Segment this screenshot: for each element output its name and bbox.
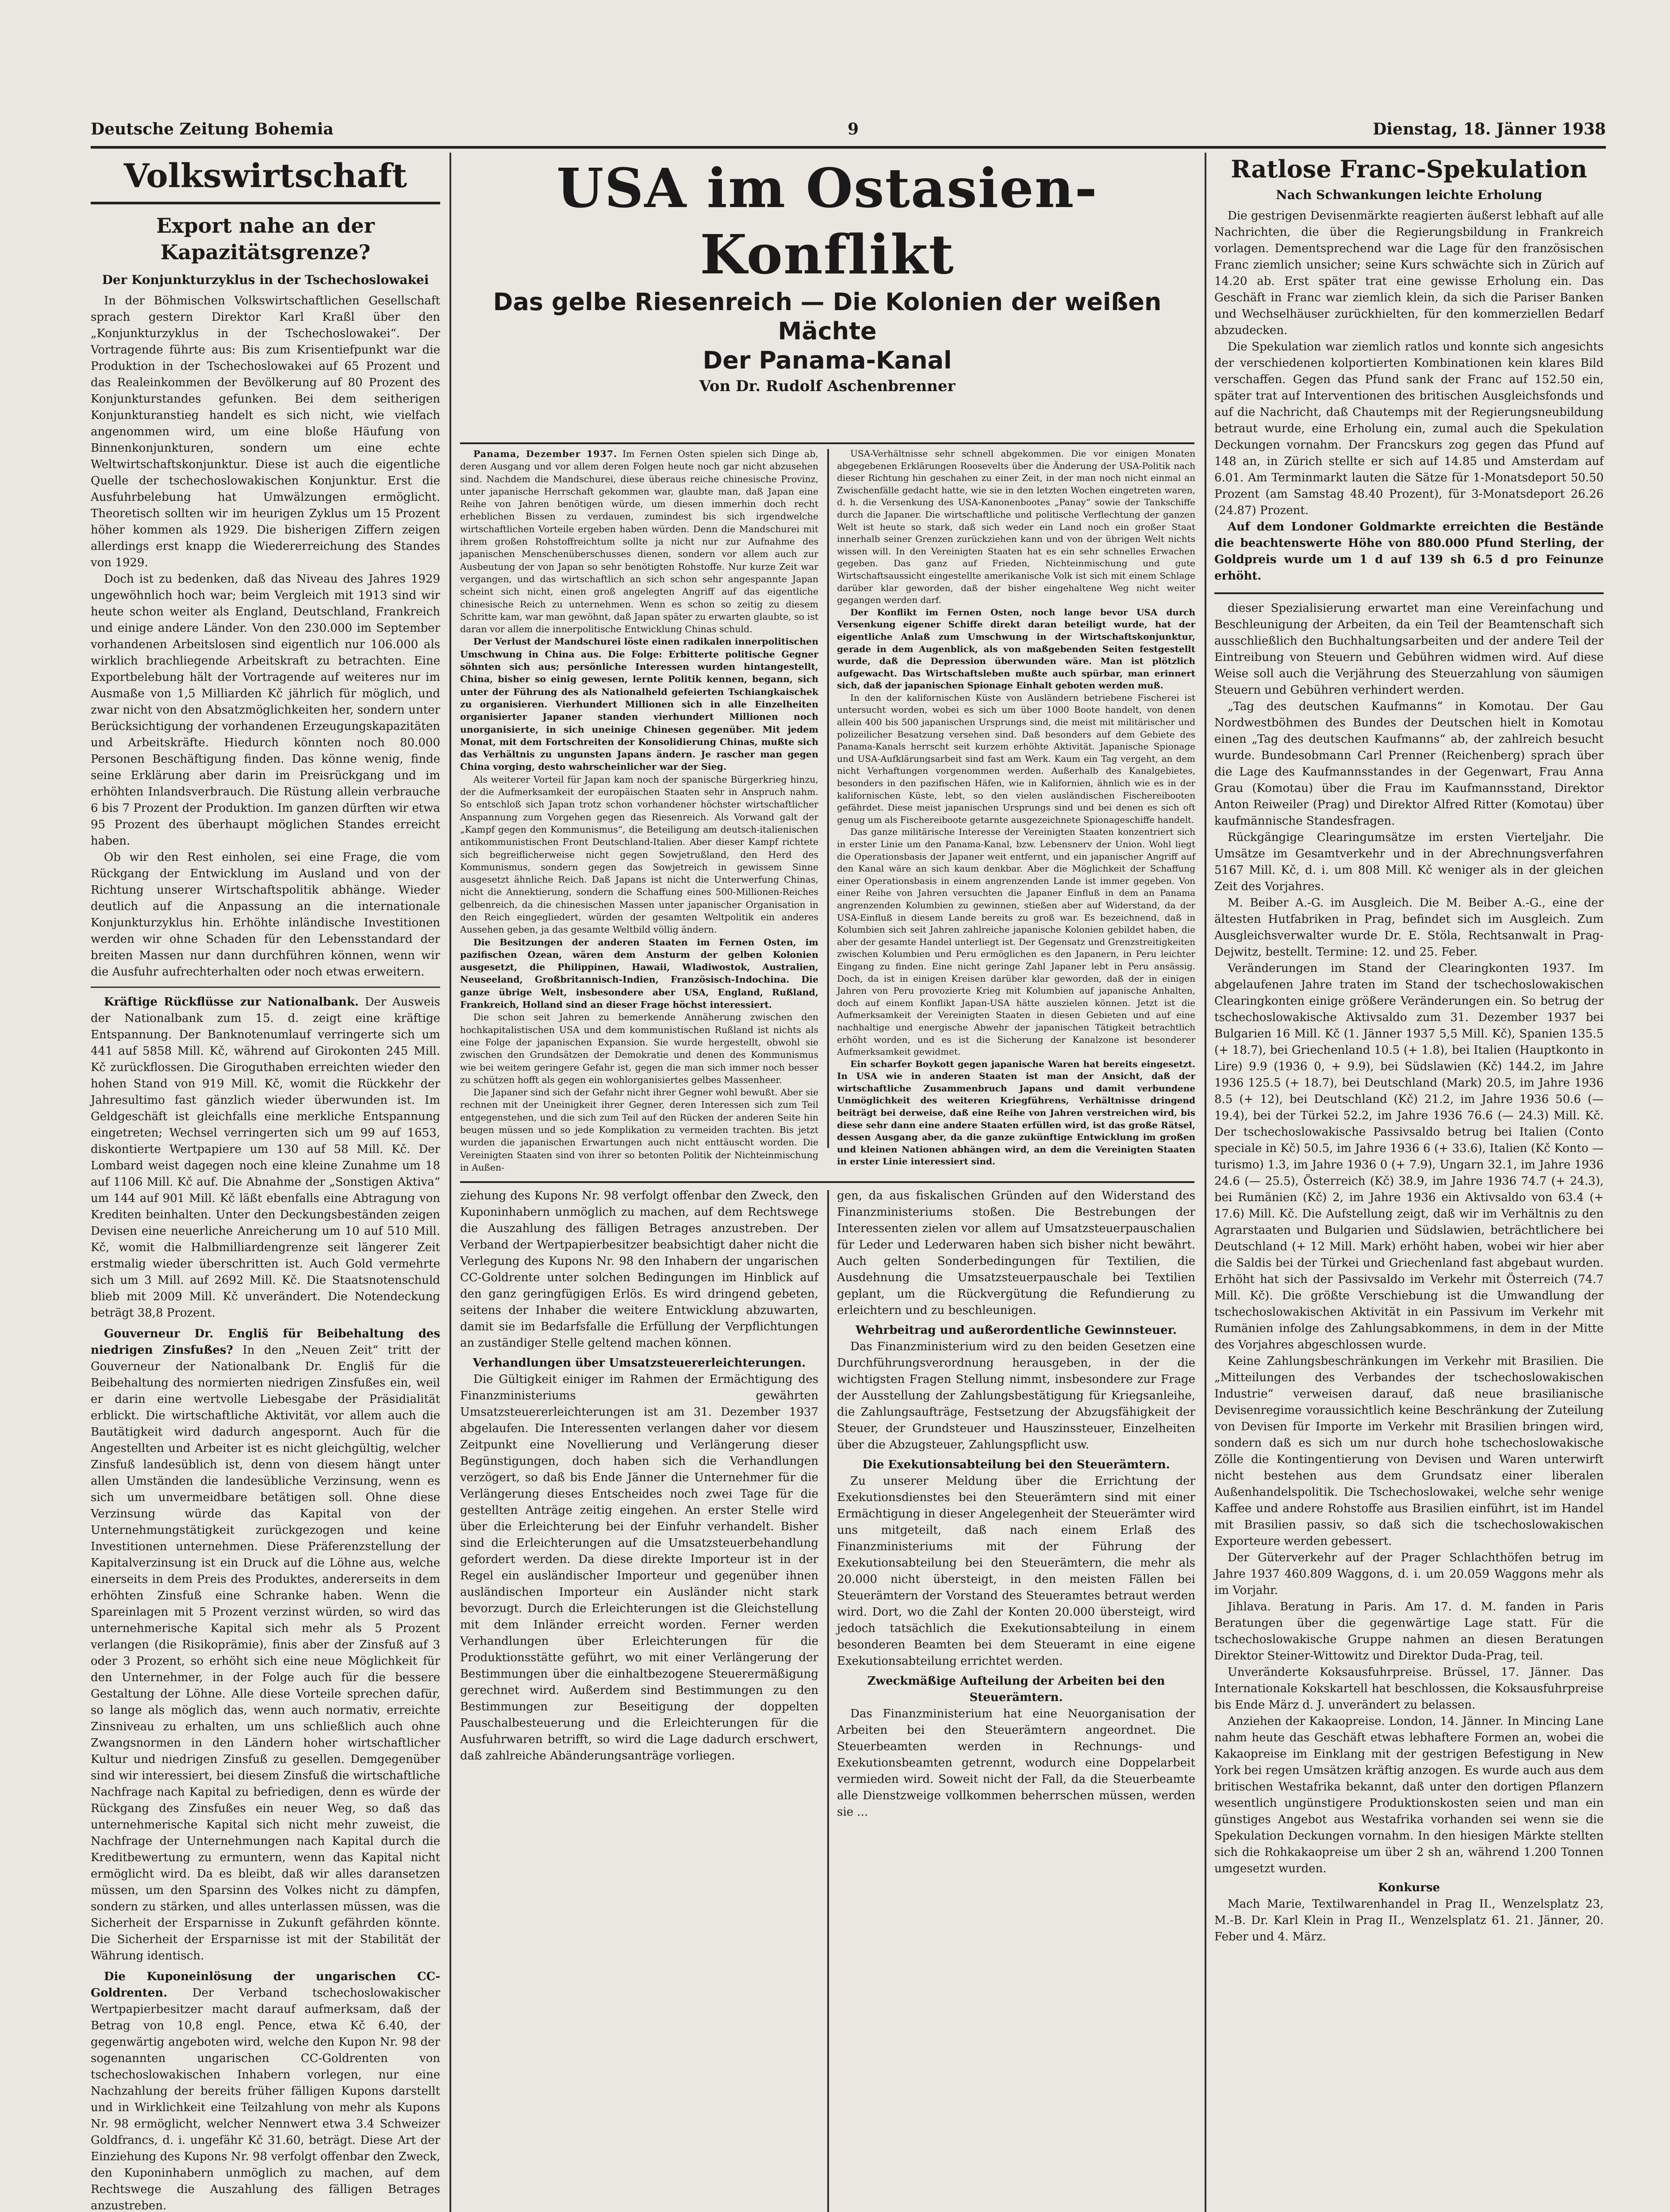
right-column bbox=[1214, 154, 1604, 1945]
article-title: Export nahe an der Kapazitätsgrenze? bbox=[156, 214, 375, 264]
dateline: Panama, Dezember 1937. bbox=[473, 449, 618, 459]
article-title: Wehrbeitrag und außerordentliche Gewinnsteuer. bbox=[856, 1324, 1177, 1337]
article-title: Gouverneur Dr. Engliš für Beibehaltung des niedrigen Zinsfußes? bbox=[91, 1327, 440, 1357]
issue-date: Dienstag, 18. Jänner 1938 bbox=[1373, 120, 1606, 138]
subheadline-2: Der Panama-Kanal bbox=[703, 346, 952, 374]
paragraph: Veränderungen im Stand der Clearingkonten 1937. Im abgelaufenen Jahre traten im Stand der tschechoslowakischen Clearingkonten einige größere Veränderungen ein. So betrug der tschechoslowakische Aktivsaldo zum 31. Dezember 1937 bei Bulgarien 16 Mill. Kč (1. Jänner 1937 5,5 Mill. Kč), Spanien 135.5 (+ 18.7), bei Griechenland 10.5 (+ 1.8), bei Italien (Hauptkonto in Lire) 9.9 (1936 0, + 9.9), bei Südslawien (Kč) 144.2, im Jahre 1936 125.5 (+ 18.7), bei Deutschland (Mark) 20.5, im Jahre 1936 8.5 (+ 12), bei Deutschland (Kč) 21.2, im Jahre 1936 50.6 (— 19.4), bei der Türkei 52.2, im Jahre 1936 76.6 (— 24.3) Mill. Kč. Der tschechoslowakische Passivsaldo betrug bei Italien (Conto speciale in Kč) 50.5, im Jahre 1936 6 (+ 33.6), Italien (Kč Konto — turismo) 1.3, im Jahre 1936 0 (+ 7.9), Ungarn 32.1, im Jahre 1936 24.6 (— 25.5), Österreich (Kč) 38.9, im Jahre 1936 74.7 (+ 24.3), bei Rumänien (Kč) 2, im Jahre 1936 ein Aktivsaldo von 63.4 (+ 17.6) Mill. Kč. Die Aufstellung zeigt, daß wir im Verhältnis zu den Agrarstaaten und Bulgarien und Südslawien, beträchtlichere bei Deutschland (+ 12 Mill. Mark) erhöht haben, wobei wir hier aber die Saldis bei der Türkei und Griechenland fast abgebaut wurden. Erhöht hat sich der Passivsaldo im Verkehr mit Österreich (74.7 Mill. Kč). Die größte Verschiebung ist die Umwandlung der tschechoslowakischen Aktivität in ein Passivum im Verkehr mit Rumänien infolge des Zahlungsabkommens, in dem in der Mitte des Vorjahres abgeschlossen wurde. bbox=[1214, 962, 1604, 1352]
paragraph: Zu unserer Meldung über die Errichtung der Exekutionsdienstes bei den Steuerämtern sind mit einer Ermächtigung in dieser Angelegenheit der Steuerämter wird uns mitgeteilt, daß nach einem Erlaß des Finanzministeriums mit der Führung der Exekutionsabteilung bei den Steuerämtern, die mehr als 20.000 nicht übersteigt, in den meisten Fällen bei Steuerämtern der Vorstand des Steueramtes betraut werden wird. Dort, wo die Zahl der Konten 20.000 übersteigt, wird jedoch tatsächlich die Exekutionsabteilung in einem besonderen Beamten bei dem Steueramt in eine eigene Exekutionsabteilung errichtet werden. bbox=[837, 1475, 1195, 1668]
paragraph: Der Konflikt im Fernen Osten, noch lange bevor USA durch Versenkung eigener Schiffe direkt daran beteiligt wurde, hat der eigentliche Anlaß zum Umschwung in der Wirtschaftskonjunktur, gerade in dem Augenblick, als von maßgebenden Seiten festgestellt wurde, daß die Depression überwunden wäre. Man ist plötzlich aufgewacht. Das Wirtschaftsleben mußte auch spürbar, man erinnert sich, daß der japanischen Spionage Einhalt geboten werden muß. bbox=[837, 607, 1195, 691]
article-kicker: Der Konjunkturzyklus in der Tschechoslowakei bbox=[102, 273, 429, 287]
article-title: Zweckmäßige Aufteilung der Arbeiten bei den Steuerämtern. bbox=[867, 1674, 1165, 1704]
paragraph: Die Besitzungen der anderen Staaten im Fernen Osten, im pazifischen Ozean, wären dem Ansturm der gelben Kolonien ausgesetzt, die Philippinen, Hawaii, Wladiwostok, Australien, Neuseeland, Großbritannisch-Indien, Französisch-Indochina. Die ganze übrige Welt, insbesondere aber USA, England, Rußland, Frankreich, Holland sind an dieser Frage höchst interessiert. bbox=[460, 937, 818, 1010]
section-rule bbox=[91, 202, 440, 204]
article-title: Kräftige Rückflüsse zur Nationalbank. bbox=[104, 995, 359, 1009]
paragraph: Das Finanzministerium wird zu den beiden Gesetzen eine Durchführungsverordnung herausgeben, in der die wichtigsten Fragen Stellung nimmt, insbesondere zur Frage der Ausstellung der Zahlungsbestätigung für Kriegsanleihe, die Zahlungsaufträge, Festsetzung der Abzugsfähigkeit der Steuer, der Grundsteuer und Hauszinssteuer, Einzelheiten über die Abzugsteuer, Zahlungspflicht usw. bbox=[837, 1340, 1195, 1452]
paragraph: In der Böhmischen Volkswirtschaftlichen Gesellschaft sprach gestern Direktor Karl Kraßl über den „Konjunkturzyklus in der Tschechoslowakei“. Der Vortragende führte aus: Bis zum Krisentiefpunkt war die Produktion in der Tschechoslowakei auf 65 Prozent und das Realeinkommen der Bevölkerung auf 80 Prozent des Konjunkturstandes gefunken. Bei dem seitherigen Konjunkturanstieg handelt es sich nicht, wie vielfach angenommen wird, um eine bloße Häufung von Binnenkonjunkturen, sondern um eine echte Weltwirtschaftskonjunktur. Diese ist auch die eigentliche Quelle der tschechoslowakischen Konjunktur. Erst die Ausfuhrbelebung hat Umwälzungen ermöglicht. Theoretisch sollten wir im heurigen Zyklus um 15 Prozent höher kommen als 1929. Die bisherigen Ziffern zeigen allerdings erst knapp die Wiedererreichung des Standes von 1929. bbox=[91, 294, 440, 569]
box-rule bbox=[1214, 592, 1604, 594]
article bbox=[91, 1326, 440, 1964]
paragraph: In den der kalifornischen Küste von Ausländern betriebene Fischerei ist untersucht worden, wobei es sich um über 1000 Boote handelt, von denen allein 400 bis 500 japanischen Ursprungs sind, die meist mit militärischer und polizeilicher Besatzung versehen sind. Daß besonders auf dem Gebiete des Panama-Kanals herrscht seit kurzem erhöhte Aktivität. Japanische Spionage und USA-Aufklärungsarbeit sind fast am Werk. Kaum ein Tag vergeht, an dem nicht Verhaftungen vorgenommen werden. Außerhalb des Kanalgebietes, besonders in den pazifischen Häfen, wie in Kalifornien, ähnlich wie es in der kalifornischen Küste, lebt, so den vielen ausländischen Fischereibooten gefährdet. Diese meist japanischen Ursprungs sind und bei denen es sich oft genug um als Fischereiboote getarnte ausgezeichnete Spionageschiffe handelt. bbox=[837, 692, 1195, 825]
article-title: Die Exekutionsabteilung bei den Steuerämtern. bbox=[862, 1458, 1170, 1471]
article-end-rule bbox=[460, 1181, 1194, 1183]
paragraph: Das ganze militärische Interesse der Vereinigten Staaten konzentriert sich in erster Linie um den Panama-Kanal, bzw. Lebensnerv der Union. Wohl liegt die Operationsbasis der Japaner weit entfernt, und ein japanischer Angriff auf den Kanal wäre an sich kaum denkbar. Aber die Möglichkeit der Schaffung einer Operationsbasis in einem angrenzenden Lande ist immer gegeben. Von einer Reihe von Jahren versuchten die Japaner Einfluß in dem an Panama angrenzenden Kolumbien zu gewinnen, stießen aber auf Widerstand, da der USA-Einfluß in diesem Lande bereits zu groß war. Es bezeichnend, daß in Kolumbien sich seit Jahren zahlreiche japanische Kolonien gebildet haben, die aber der gesamte Handel unterliegt ist. Der Gegensatz und Grenzstreitigkeiten zwischen Kolumbien und Peru ermöglichen es den Japanern, in Peru leichter Eingang zu finden. Eine nicht geringe Zahl Japaner lebt in Peru ansässig. Doch, da ist in einigen Kreisen darüber klar geworden, daß der in einigen Jahren von Peru provozierte Krieg mit Kolumbien auf japanische Anhalten, doch auf einem Konflikt Japan-USA hätte auszielen können. Jetzt ist die Aufmerksamkeit der Vereinigten Staaten in diesen Gebieten und auf eine nachhaltige und energische Abwehr der japanischen Tätigkeit betrachtlich erhöht worden, und es ist die Sicherung der Kanalzone ist besonderer Aufmerksamkeit gewidmet. bbox=[837, 826, 1195, 1057]
paragraph: Ob wir den Rest einholen, sei eine Frage, die vom Rückgang der Entwicklung im Ausland und von der Richtung unserer Wirtschaftspolitik abhänge. Wieder deutlich auf die Anpassung an die internationale Konjunkturzyklus hin. Erhöhte inländische Investitionen werden wir ohne Schaden für den Lebensstandard der breiten Massen nur dann durchführen können, wenn wir die Ausfuhr aufrechterhalten oder noch etwas erweitern. bbox=[91, 851, 440, 979]
article-kicker: Nach Schwankungen leichte Erholung bbox=[1276, 188, 1542, 202]
column-divider bbox=[449, 153, 451, 2212]
paragraph: M. Beiber A.-G. im Ausgleich. Die M. Beiber A.-G., eine der ältesten Hutfabriken in Prag, befindet sich im Ausgleich. Zum Ausgleichsverwalter wurde Dr. E. Stöla, Rechtsanwalt in Prag-Dejwitz, bestellt. Termine: 12. und 25. Feber. bbox=[1214, 896, 1604, 959]
article-title: Verhandlungen über Umsatzsteuererleichterungen. bbox=[472, 1356, 806, 1370]
article-body: Der Ausweis der Nationalbank zum 15. d. zeigt eine kräftige Entspannung. Der Banknotenumlauf verringerte sich um 441 auf 5858 Mill. Kč, während auf Girokonten 245 Mill. Kč zurückflossen. Die Giroguthaben erreichten wieder den hohen Stand von 919 Mill. Kč, womit die Rückkehr der Jahresultimo fast gänzlich wieder überwunden ist. Im Geldgeschäft ist gleichfalls eine merkliche Entspannung eingetreten; Wechsel verringerten sich um 99 auf 1653, diskontierte Wertpapiere um 130 auf 58 Mill. Kč. Der Lombard weist dagegen noch eine kleine Zunahme um 18 auf 1106 Mill. Kč auf. Die Abnahme der „Sonstigen Aktiva“ um 144 auf 901 Mill. Kč läßt ebenfalls eine Abtragung von Krediten beinhalten. Unter den Deckungsbeständen zeigen Devisen eine neuerliche Anreicherung um 10 auf 510 Mill. Kč, womit die Halbmilliardengrenze seit längerer Zeit erstmalig wieder überschritten ist. Auch Gold vermehrte sich um 3 Mill. auf 2692 Mill. Kč. Die Staatsnotenschuld blieb mit 2009 Mill. Kč unverändert. Die Notendeckung beträgt 38,8 Prozent. bbox=[91, 995, 441, 1320]
column-divider bbox=[827, 449, 829, 1148]
article-body: In den „Neuen Zeit“ tritt der Gouverneur der Nationalbank Dr. Engliš für die Beibehaltung des normierten niedrigen Zinsfußes ein, weil er darin eine wertvolle Liebesgabe der Präsidialität erblickt. Die wirtschaftliche Aktivität, vor allem auch die Bautätigkeit wird dadurch angespornt. Auch für die Angestellten und Arbeiter ist es nicht gleichgültig, welcher Zinsfuß landesüblich ist, denn von diesem hängt unter allen Umständen die landesübliche Verzinsung, wenn es sich um unvermeidbare betätigen soll. Ohne diese Verzinsung würde das Kapital von der Unternehmungstätigkeit zurückgezogen und keine Investitionen unternehmen. Diese Präferenzstellung der Kapitalverzinsung ist ein Druck auf die Löhne aus, welche einerseits in dem Preis des Produktes, andererseits in dem erhöhten Zinsfuß eine Schranke haben. Wenn die Spareinlagen mit 5 Prozent verzinst würden, so wird das unternehmerische Kapital sich mehr als 5 Prozent verlangen (die Risikoprämie), finis aber der Zinsfuß auf 3 oder 3 Prozent, so erhöht sich eine neue Möglichkeit für den Unternehmer, in der Folge auch für die bessere Gestaltung der Löhne. Alle diese Vorteile sprechen dafür, so lange als möglich das, wenn auch normativ, erreichte Zinsniveau zu erhalten, um uns schließlich auch ohne Zwangsnormen in den Ländern hoher wirtschaftlicher Kultur und niedrigen Zinsfuß zu gesellen. Demgegenüber sind wir interessiert, bei diesem Zinsfuß die wirtschaftliche Nachfrage nach Kapital zu befriedigen, denn es würde der Rückgang des Zinsfußes ein neuer Weg, so daß das unternehmerische Kapital sich nicht mehr zuweist, die Nachfrage der Unternehmungen nach Kapital durch die Kreditbewertung zu ermuntern, wenn das Kapital nicht ermöglicht wird. Da es bleibt, daß wir alles daransetzen müssen, um den Sparsinn des Volkes nicht zu dämpfen, sondern zu stärken, und alles unterlassen müssen, was die Sicherheit der Ersparnisse in Zukunft gefährden könnte. Die Sicherheit der Ersparnisse ist mit der Stabilität der Währung identisch. bbox=[91, 1344, 441, 1962]
center-column-1 bbox=[460, 448, 818, 1174]
paragraph: gen, da aus fiskalischen Gründen auf den Widerstand des Finanzministeriums stoßen. Die Bestrebungen der Interessenten zielen vor allem auf Umsatzsteuerpauschalien für Leder und Lederwaren haben sich bisher nicht bewährt. Auch gelten Sonderbedingungen für Textilien, die Ausdehnung die Umsatzsteuerpauschale bei Textilien geplant, um die Rückvergütung die Refundierung zu erleichtern und zu beschleunigen. bbox=[837, 1189, 1195, 1317]
article bbox=[91, 994, 440, 1321]
paragraph: Die gestrigen Devisenmärkte reagierten äußerst lebhaft auf alle Nachrichten, die über die Regierungsbildung in Frankreich vorlagen. Dementsprechend war die Lage für den französischen Franc ziemlich unsicher; seine Kurs schwächte sich in Zürich auf 14.20 ab. Erst später trat eine gewisse Erholung ein. Das Geschäft in Franc war ziemlich klein, da sich die Pariser Banken und Wechselhäuser zurückhielten, für den kommerziellen Bedarf abzudecken. bbox=[1214, 209, 1604, 337]
headline-rule bbox=[460, 442, 1194, 444]
konkurse-title: Konkurse bbox=[1378, 1881, 1440, 1894]
article-body bbox=[91, 293, 440, 980]
paragraph: Mach Marie, Textilwarenhandel in Prag II., Wenzelsplatz 23, M.-B. Dr. Karl Klein in Prag II., Wenzelsplatz 61. 21. Jänner, 20. Feber und 4. März. bbox=[1214, 1897, 1604, 1943]
subheadline: Das gelbe Riesenreich — Die Kolonien der weißen Mächte bbox=[493, 288, 1162, 345]
paragraph: Doch ist zu bedenken, daß das Niveau des Jahres 1929 ungewöhnlich hoch war; beim Vergleich mit 1913 sind wir heute schon weiter als England, Deutschland, Frankreich und einige andere Länder. Von den 230.000 im September vorhandenen Arbeitslosen sind eigentlich nur 106.000 als wirklich brachliegende Arbeitskraft zu betrachten. Eine Exportbelebung hält der Vortragende auf weiteres nur im Ausmaße von 1,5 Milliarden Kč jährlich für möglich, und zwar nicht von den Absatzmöglichkeiten her, sondern unter Berücksichtigung der vorhandenen Erzeugungskapazitäten und Arbeitskräfte. Hiedurch könnten noch 80.000 Personen Beschäftigung finden. Das könne wenig, finde seine Erklärung aber darin im Preisrückgang und im erhöhten Inlandsverbrauch. Die Rüstung allein verbrauche 6 bis 7 Prozent der Produktion. Im ganzen dürften wir etwa 95 Prozent des überhaupt möglichen Standes erreicht haben. bbox=[91, 572, 440, 848]
paragraph: Anziehen der Kakaopreise. London, 14. Jänner. In Mincing Lane nahm heute das Geschäft etwas lebhaftere Formen an, wobei die Kakaopreise im Einklang mit der gestrigen Befestigung in New York bei regen Umsätzen kräftig anzogen. Es wurde auch aus dem britischen Westafrika bekannt, daß unter den dortigen Pflanzern wesentlich ungünstigere Produktionskosten seien und man ein günstiges Angebot aus Westafrika vorhanden sei wenn sie die Spekulation Deckungen vornahm. In den hiesigen Märkte stellten sich die Rohkakaopreise um über 2 sh an, während 1.200 Tonnen umgesetzt wurden. bbox=[1214, 1715, 1604, 1875]
paper-name: Deutsche Zeitung Bohemia bbox=[91, 120, 334, 138]
paragraph: USA-Verhältnisse sehr schnell abgekommen. Die vor einigen Monaten abgegebenen Erklärungen Roosevelts über die Änderung der USA-Politik nach dieser Richtung hin geschahen zu einer Zeit, in der man noch nicht einmal an Zwischenfälle gedacht hatte, wie sie in den letzten Wochen eingetreten waren, d. h. die Versenkung des USA-Kanonenbootes „Panay“ sowie der Tankschiffe durch die Japaner. Die wirtschaftliche und politische Verflechtung der ganzen Welt ist heute so stark, daß sich weder ein Land noch ein großer Staat innerhalb seiner Grenzen zurückziehen kann und von der übrigen Welt nichts wissen will. In den Vereinigten Staaten hat es ein sehr schnelles Erwachen gegeben. Das ganz auf Frieden, Nichteinmischung und gute Wirtschaftsaussicht eingestellte amerikanische Volk ist sich mit einem Schlage darüber klar geworden, daß der bisher eingehaltene Weg nicht weiter gegangen werden darf. bbox=[837, 448, 1195, 606]
paragraph: Das Finanzministerium hat eine Neuorganisation der Arbeiten bei den Steuerämtern angeordnet. Die Steuerbeamten werden in Rechnungs- und Exekutionsbeamten getrennt, wodurch eine Doppelarbeit vermieden wird. Soweit nicht der Fall, da die Steuerbeamte alle Dienstzweige vollkommen beherrschen müssen, werden sie ... bbox=[837, 1707, 1195, 1819]
paragraph: ziehung des Kupons Nr. 98 verfolgt offenbar den Zweck, den Kuponinhabern unmöglich zu machen, auf dem Rechtswege die Auszahlung des fälligen Betrages anzustreben. Der Verband der Wertpapierbesitzer beabsichtigt daher nicht die Verlegung des Kupons Nr. 98 den Inhabern der ungarischen CC-Goldrente unter solchen Bedingungen im Hinblick auf den ganz geringfügigen Erlös. Es wird dringend gebeten, seitens der Inhaber die weitere Entwicklung abzuwarten, damit sie im Bedarfsfalle die Erfüllung der Verpflichtungen an zuständiger Stelle geltend machen können. bbox=[460, 1189, 818, 1350]
center-lower-column-1 bbox=[460, 1188, 818, 1764]
paragraph: Unveränderte Koksausfuhrpreise. Brüssel, 17. Jänner. Das Internationale Kokskartell hat beschlossen, die Koksausfuhrpreise bis Ende März d. J. unverändert zu belassen. bbox=[1214, 1666, 1604, 1712]
article-body: Der Verband tschechoslowakischer Wertpapierbesitzer macht darauf aufmerksam, daß der Betrag von 10,8 engl. Pence, etwa Kč 6.40, der gegenwärtig angeboten wird, welche den Kupon Nr. 98 der sogenannten ungarischen CC-Goldrenten von tschechoslowakischen Inhabern vorlegen, nur eine Nachzahlung der bereits früher fälligen Kupons darstellt und in Wirklichkeit eine Teilzahlung von mehr als Kupons Nr. 98 ermöglicht, welcher Nennwert etwa 3.4 Schweizer Goldfrancs, d. i. ungefähr Kč 31.60, beträgt. Diese Art der Einziehung des Kupons Nr. 98 verfolgt offenbar den Zweck, den Kuponinhabern unmöglich zu machen, auf dem Rechtswege die Auszahlung des fälligen Betrages anzustreben. bbox=[91, 1986, 441, 2212]
column-divider bbox=[1205, 153, 1206, 2212]
column-divider bbox=[827, 1190, 829, 2212]
paragraph: Die Gültigkeit einiger im Rahmen der Ermächtigung des Finanzministeriums gewährten Umsatzsteuererleichterungen ist am 31. Dezember 1937 abgelaufen. Die Interessenten verlangen daher vor diesem Zeitpunkt eine Novellierung und Verlängerung dieser Begünstigungen, doch haben sich die Verhandlungen verzögert, so daß bis Ende Jänner die Unternehmer für die Verlängerung dieses Entscheides noch zwei Tage für die gestellten Anträge zeitig eingehen. An erster Stelle wird über die Erleichterung bei der Einfuhr verhandelt. Bisher sind die Erleichterungen auf die Umsatzsteuerbehandlung gefordert werden. Da diese direkte Importeur ist in der Regel ein ausländischer Importeur und gegenüber ihnen ausländischen Importeur ein Ausländer nicht stark bevorzugt. Durch die Erleichterungen ist die Gleichstellung mit dem Inländer erreicht worden. Ferner werden Verhandlungen über Erleichterungen für die Produktionsstätte geführt, wo mit einer Verlängerung der Bestimmungen über die einhaltbezogene Steuerermäßigung gerechnet wird. Außerdem sind Bestimmungen zu den Bestimmungen zur Beseitigung der doppelten Pauschalbesteuerung und die Erleichterungen für die Ausfuhrwaren betrifft, so wird die Lage dadurch erschwert, daß zahlreiche Abänderungsanträge vorliegen. bbox=[460, 1373, 818, 1763]
page-header bbox=[91, 116, 1606, 142]
paragraph: Auf dem Londoner Goldmarkte erreichten die Bestände die beachtenswerte Höhe von 880.000 Pfund Sterling, der Goldpreis wurde um 1 d auf 139 sh 6.5 d pro Feinunze erhöht. bbox=[1214, 520, 1604, 583]
paragraph: Die Japaner sind sich der Gefahr nicht ihrer Gegner wohl bewußt. Aber sie rechnen mit der Uneinigkeit ihrer Gegner, deren Interessen sich zum Teil entgegenstehen, und die sich zum Teil auf den Rücken der anderen Seite hin beugen müssen und so jede Komplikation zu vermeiden trachten. Bis jetzt wurden die japanischen Erwartungen auch nicht enttäuscht worden. Die Vereinigten Staaten sind von ihrer so betonten Politik der Nichteinmischung in Außen- bbox=[460, 1087, 818, 1173]
center-column-2 bbox=[837, 448, 1195, 1168]
article-title: Ratlose Franc-Spekulation bbox=[1231, 155, 1587, 183]
center-lower-column-2 bbox=[837, 1188, 1195, 1820]
paragraph: Im Fernen Osten spielen sich Dinge ab, deren Ausgang und vor allem deren Folgen heute noch gar nicht abzusehen sind. Nachdem die Mandschurei, diese überaus reiche chinesische Provinz, unter japanische Herrschaft gekommen war, glaubte man, daß Japan eine Reihe von Jahren benötigen würde, um diesen immerhin doch recht erheblichen Bissen zu verdauen, zumindest bis sich irgendwelche wirtschaftlichen Vorteile ergeben haben würden. Denn die Mandschurei mit ihrem großen Rohstoffreichtum sollte ja nicht nur zur Aufnahme des japanischen Menschenüberschusses dienen, sondern vor allem auch zur Ausbeutung der von Japan so sehr benötigten Rohstoffe. Nur kurze Zeit war vergangen, und das wirtschaftlich an sich schon sehr angespannte Japan scheint sich nicht, einen groß angelegten Angriff auf das eigentliche chinesische Reich zu unternehmen. Wenn es schon so zeitig zu diesem Schritte kam, war man gewöhnt, daß Japan später zu erwarten glaubte, so ist daran vor allem die innerpolitische Entwicklung Chinas schuld. bbox=[460, 449, 818, 635]
paragraph: Jihlava. Beratung in Paris. Am 17. d. M. fanden in Paris Beratungen über die gegenwärtige Lage statt. Für die tschechoslowakische Gruppe nahmen an diesen Beratungen Direktor Steiner-Wittowitz und Direktor Duda-Prag, teil. bbox=[1214, 1600, 1604, 1663]
paragraph: „Tag des deutschen Kaufmanns“ in Komotau. Der Gau Nordwestböhmen des Bundes der Deutschen hielt in Komotau einen „Tag des deutschen Kaufmanns“ ab, der zahlreich besucht wurde. Bundesobmann Carl Prenner (Reichenberg) sprach über die Lage des Kaufmannsstandes in der Gegenwart, Frau Anna Grau (Komotau) über die Frau im Kaufmannsstand, Direktor Anton Reiweiler (Prag) und Direktor Alfred Ritter (Komotau) über kaufmännische Standesfragen. bbox=[1214, 700, 1604, 828]
article-rule bbox=[91, 987, 440, 988]
byline: Von Dr. Rudolf Aschenbrenner bbox=[699, 377, 956, 395]
article-title: Die Kuponeinlösung der ungarischen CC-Goldrenten. bbox=[91, 1970, 440, 2000]
news-briefs bbox=[1214, 600, 1604, 1945]
paragraph: Der Güterverkehr auf der Prager Schlachthöfen betrug im Jahre 1937 460.809 Waggons, d. i. um 20.059 Waggons mehr als im Vorjahr. bbox=[1214, 1551, 1604, 1597]
paragraph: Die schon seit Jahren zu bemerkende Annäherung zwischen den hochkapitalistischen USA und dem kommunistischen Rußland ist nichts als eine Folge der japanischen Expansion. Sie wurde hergestellt, obwohl sie zwischen den Grundsätzen der Demokratie und denen des Kommunismus wie bei weitem geringere Gefahr ist, gegen die man sich immer noch besser zu schützen hofft als gegen ein wohlorganisiertes gelbes Massenheer. bbox=[460, 1012, 818, 1085]
section-title: Volkswirtschaft bbox=[123, 157, 407, 195]
paragraph: Die Spekulation war ziemlich ratlos und konnte sich angesichts der verschiedenen kolportierten Kombinationen kein klares Bild verschaffen. Gegen das Pfund sank der Franc auf 152.50 ein, später trat auf Interventionen des britischen Ausgleichsfonds und auf die Nachricht, daß Chautemps mit der Regierungsneubildung betraut wurde, eine Erholung ein, zumal auch die Spekulation Deckungen vornahm. Der Francskurs zog gegen das Pfund auf 148 an, in Zürich stellte er sich auf 14.85 und Amsterdam auf 6.01. Am Terminmarkt lauten die Sätze für 1-Monatsdeport 50.50 Prozent (am Samstag 48.40 Prozent), für 3-Monatsdeport 26.26 (24.87) Prozent. bbox=[1214, 340, 1604, 517]
article-body bbox=[1214, 208, 1604, 584]
main-headline: USA im Ostasien-Konflikt bbox=[557, 156, 1098, 286]
left-column bbox=[91, 154, 440, 2212]
paragraph: Rückgängige Clearingumsätze im ersten Vierteljahr. Die Umsätze im Gesamtverkehr und in der Abrechnungsverfahren 5167 Mill. Kč, d. i. um 808 Mill. Kč weniger als in der gleichen Zeit des Vorjahres. bbox=[1214, 831, 1604, 893]
paragraph: dieser Spezialisierung erwartet man eine Vereinfachung und Beschleunigung der Arbeiten, da ein Teil der Beamtenschaft sich ausschließlich den Buchhaltungsarbeiten und der andere Teil der Eintreibung von Steuern und Gebühren widmen wird. Auf diese Weise soll auch die Verjährung des Steuerzahlung von säumigen Steuern und Gebühren verhindert werden. bbox=[1214, 602, 1604, 697]
header-rule bbox=[91, 146, 1606, 149]
paragraph: Der Verlust der Mandschurei löste einen radikalen innerpolitischen Umschwung in China aus. Die Folge: Erbitterte politische Gegner söhnten sich aus; persönliche Interessen wurden hintangestellt, China, bisher so einig gewesen, lernte Politik kennen, begann, sich unter der Führung des als Nationalheld gefeierten Tschiangkaischek zu organisieren. Vierhundert Millionen sich in alle Einzelheiten organisierter Japaner standen vierhundert Millionen noch unorganisierte, in sich uneinige Chinesen gegenüber. Mit jedem Monat, mit dem Fortschreiten der Konsolidierung Chinas, mußte sich das Verhältnis zu ungunsten Japans ändern. Je rascher man gegen China vorging, desto wahrscheinlicher war der Sieg. bbox=[460, 636, 818, 772]
paragraph: Als weiterer Vorteil für Japan kam noch der spanische Bürgerkrieg hinzu, der die Aufmerksamkeit der europäischen Staaten sehr in Anspruch nahm. So entschloß sich Japan trotz schon vorhandener höchster wirtschaftlicher Anspannung zum Vorgehen gegen das Riesenreich. Als Vorwand galt der „Kampf gegen den Kommunismus“, die Beteiligung am deutsch-italienischen antikommunistischen Front Deutschland-Italien. Aber dieser Kampf richtete sich begreiflicherweise nicht gegen Sowjetrußland, den Herd des Kommunismus, sondern gegen das Sowjetreich in gewissem Sinne ausgesetzt ähnliche Reich. Daß Japans ist nicht die Unterwerfung Chinas, nicht die Annektierung, sondern die Schaffung eines 500-Millionen-Reiches gelbenreich, da die chinesischen Massen unter japanischer Organisation in den Reich eingegliedert, würden der gesamten Weltpolitik ein anderes Aussehen geben, ja das gesamte Weltbild völlig ändern. bbox=[460, 774, 818, 935]
paragraph: Ein scharfer Boykott gegen japanische Waren hat bereits eingesetzt. In USA wie in anderen Staaten ist man der Ansicht, daß der wirtschaftliche Zusammenbruch Japans und damit verbundene Unmöglichkeit des weiteren Kriegführens, Verhältnisse dringend beiträgt bei derweise, daß eine Reihe von Jahren verstreichen wird, bis diese sehr dann eine andere Staaten erfüllen wird, ist das große Rätsel, dessen Ausgang aber, da die ganze zukünftige Entwicklung im großen und kleinen Nationen abhängen wird, an dem die Vereinigten Staaten in erster Linie interessiert sind. bbox=[837, 1058, 1195, 1167]
paragraph: Keine Zahlungsbeschränkungen im Verkehr mit Brasilien. Die „Mitteilungen des Verbandes der tschechoslowakischen Industrie“ verweisen darauf, daß neue brasilianische Devisenregime voraussichtlich keine Beschränkung der Zuteilung von Devisen für Importe im Verkehr mit Brasilien bringen wird, sondern daß es sich um nur durch hohe tschechoslowakische Zölle die Kontingentierung von Devisen und Waren unterwirft nicht bestehen aus dem Grundsatz einer liberalen Außenhandelspolitik. Die Tschechoslowakei, welche sehr wenige Kaffee und andere Rohstoffe aus Brasilien einführt, ist im Handel mit Brasilien passiv, so daß sich die tschechoslowakischen Exporteure werden gebessert. bbox=[1214, 1355, 1604, 1548]
center-header bbox=[460, 155, 1194, 397]
article bbox=[91, 1969, 440, 2212]
page-number: 9 bbox=[847, 120, 859, 138]
